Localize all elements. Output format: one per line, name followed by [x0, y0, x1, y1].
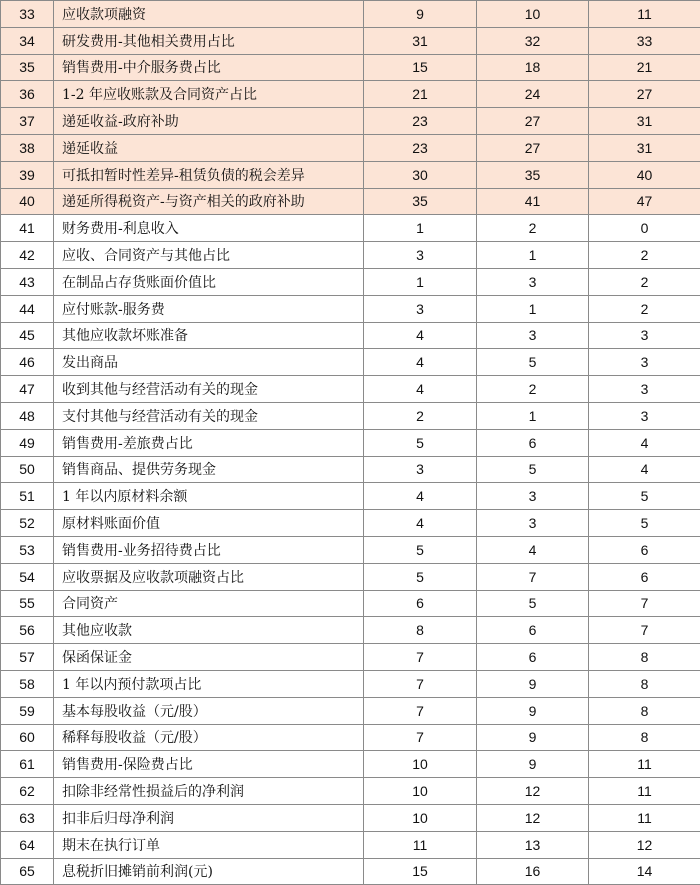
row-number-cell: 55 — [1, 590, 54, 617]
value-cell-1: 3 — [364, 295, 477, 322]
value-cell-3: 4 — [589, 456, 700, 483]
value-cell-2: 4 — [477, 536, 589, 563]
value-cell-3: 7 — [589, 590, 700, 617]
value-cell-1: 1 — [364, 268, 477, 295]
value-cell-2: 41 — [477, 188, 589, 215]
value-cell-3: 0 — [589, 215, 700, 242]
table-row — [1, 724, 700, 751]
table-row — [1, 349, 700, 376]
indicator-name-cell: 销售费用-业务招待费占比 — [54, 536, 364, 563]
table-row — [1, 563, 700, 590]
value-cell-1: 5 — [364, 536, 477, 563]
indicator-name-cell: 销售商品、提供劳务现金 — [54, 456, 364, 483]
row-number-cell: 34 — [1, 27, 54, 54]
value-cell-2: 3 — [477, 483, 589, 510]
value-cell-3: 12 — [589, 831, 700, 858]
indicator-name-cell: 应收票据及应收款项融资占比 — [54, 563, 364, 590]
value-cell-1: 35 — [364, 188, 477, 215]
indicator-name-cell: 销售费用-差旅费占比 — [54, 429, 364, 456]
value-cell-1: 2 — [364, 402, 477, 429]
value-cell-2: 5 — [477, 590, 589, 617]
value-cell-1: 11 — [364, 831, 477, 858]
row-number-cell: 64 — [1, 831, 54, 858]
indicator-name-cell: 稀释每股收益（元/股） — [54, 724, 364, 751]
value-cell-2: 27 — [477, 134, 589, 161]
table-row — [1, 697, 700, 724]
value-cell-3: 40 — [589, 161, 700, 188]
table-row — [1, 108, 700, 135]
table-row — [1, 644, 700, 671]
row-number-cell: 35 — [1, 54, 54, 81]
indicator-name-cell: 其他应收款 — [54, 617, 364, 644]
value-cell-3: 11 — [589, 804, 700, 831]
value-cell-3: 21 — [589, 54, 700, 81]
row-number-cell: 33 — [1, 1, 54, 28]
indicator-name-cell: 支付其他与经营活动有关的现金 — [54, 402, 364, 429]
value-cell-1: 4 — [364, 510, 477, 537]
table-row — [1, 134, 700, 161]
value-cell-2: 16 — [477, 858, 589, 885]
table-row — [1, 81, 700, 108]
indicator-name-cell: 合同资产 — [54, 590, 364, 617]
row-number-cell: 62 — [1, 778, 54, 805]
value-cell-1: 7 — [364, 697, 477, 724]
table-row — [1, 751, 700, 778]
value-cell-3: 3 — [589, 376, 700, 403]
row-number-cell: 59 — [1, 697, 54, 724]
indicator-name-cell: 扣非后归母净利润 — [54, 804, 364, 831]
value-cell-1: 7 — [364, 644, 477, 671]
indicator-name-cell: 1 年以内原材料余额 — [54, 483, 364, 510]
table-row — [1, 322, 700, 349]
value-cell-2: 12 — [477, 804, 589, 831]
table-row — [1, 804, 700, 831]
table-row — [1, 215, 700, 242]
value-cell-3: 3 — [589, 349, 700, 376]
table-row — [1, 242, 700, 269]
value-cell-3: 14 — [589, 858, 700, 885]
value-cell-1: 30 — [364, 161, 477, 188]
indicator-name-cell: 递延收益 — [54, 134, 364, 161]
indicator-name-cell: 在制品占存货账面价值比 — [54, 268, 364, 295]
table-row — [1, 402, 700, 429]
row-number-cell: 42 — [1, 242, 54, 269]
row-number-cell: 45 — [1, 322, 54, 349]
value-cell-2: 3 — [477, 268, 589, 295]
value-cell-3: 11 — [589, 751, 700, 778]
value-cell-1: 5 — [364, 429, 477, 456]
indicator-name-cell: 收到其他与经营活动有关的现金 — [54, 376, 364, 403]
table-row — [1, 268, 700, 295]
value-cell-3: 8 — [589, 697, 700, 724]
row-number-cell: 41 — [1, 215, 54, 242]
row-number-cell: 44 — [1, 295, 54, 322]
indicator-name-cell: 递延所得税资产-与资产相关的政府补助 — [54, 188, 364, 215]
value-cell-3: 2 — [589, 242, 700, 269]
indicator-name-cell: 基本每股收益（元/股） — [54, 697, 364, 724]
table-row — [1, 831, 700, 858]
row-number-cell: 52 — [1, 510, 54, 537]
value-cell-2: 2 — [477, 215, 589, 242]
value-cell-1: 8 — [364, 617, 477, 644]
row-number-cell: 63 — [1, 804, 54, 831]
value-cell-3: 2 — [589, 295, 700, 322]
table-row — [1, 27, 700, 54]
value-cell-1: 4 — [364, 349, 477, 376]
value-cell-2: 13 — [477, 831, 589, 858]
value-cell-1: 7 — [364, 670, 477, 697]
value-cell-3: 33 — [589, 27, 700, 54]
table-row — [1, 483, 700, 510]
table-row — [1, 858, 700, 885]
value-cell-2: 1 — [477, 295, 589, 322]
value-cell-2: 6 — [477, 617, 589, 644]
row-number-cell: 38 — [1, 134, 54, 161]
value-cell-1: 4 — [364, 322, 477, 349]
value-cell-1: 10 — [364, 751, 477, 778]
indicator-name-cell: 销售费用-保险费占比 — [54, 751, 364, 778]
row-number-cell: 60 — [1, 724, 54, 751]
value-cell-2: 6 — [477, 429, 589, 456]
value-cell-2: 2 — [477, 376, 589, 403]
row-number-cell: 58 — [1, 670, 54, 697]
row-number-cell: 57 — [1, 644, 54, 671]
value-cell-3: 8 — [589, 670, 700, 697]
row-number-cell: 56 — [1, 617, 54, 644]
value-cell-1: 3 — [364, 242, 477, 269]
row-number-cell: 36 — [1, 81, 54, 108]
value-cell-2: 3 — [477, 322, 589, 349]
value-cell-3: 3 — [589, 402, 700, 429]
row-number-cell: 43 — [1, 268, 54, 295]
indicator-name-cell: 1-2 年应收账款及合同资产占比 — [54, 81, 364, 108]
value-cell-3: 3 — [589, 322, 700, 349]
value-cell-2: 12 — [477, 778, 589, 805]
value-cell-3: 8 — [589, 724, 700, 751]
value-cell-1: 15 — [364, 54, 477, 81]
row-number-cell: 65 — [1, 858, 54, 885]
value-cell-1: 1 — [364, 215, 477, 242]
value-cell-2: 5 — [477, 349, 589, 376]
indicator-name-cell: 可抵扣暂时性差异-租赁负债的税会差异 — [54, 161, 364, 188]
table-row — [1, 536, 700, 563]
value-cell-3: 4 — [589, 429, 700, 456]
value-cell-3: 47 — [589, 188, 700, 215]
indicator-name-cell: 应付账款-服务费 — [54, 295, 364, 322]
indicator-name-cell: 期末在执行订单 — [54, 831, 364, 858]
table-row — [1, 670, 700, 697]
table-body — [1, 1, 700, 885]
value-cell-2: 9 — [477, 670, 589, 697]
row-number-cell: 49 — [1, 429, 54, 456]
value-cell-3: 11 — [589, 778, 700, 805]
indicator-name-cell: 发出商品 — [54, 349, 364, 376]
indicator-name-cell: 息税折旧摊销前利润(元) — [54, 858, 364, 885]
value-cell-3: 6 — [589, 536, 700, 563]
value-cell-2: 24 — [477, 81, 589, 108]
value-cell-1: 4 — [364, 483, 477, 510]
value-cell-2: 6 — [477, 644, 589, 671]
value-cell-1: 23 — [364, 134, 477, 161]
row-number-cell: 37 — [1, 108, 54, 135]
value-cell-3: 5 — [589, 483, 700, 510]
value-cell-2: 5 — [477, 456, 589, 483]
table-row — [1, 188, 700, 215]
value-cell-1: 5 — [364, 563, 477, 590]
value-cell-3: 27 — [589, 81, 700, 108]
value-cell-1: 6 — [364, 590, 477, 617]
row-number-cell: 40 — [1, 188, 54, 215]
value-cell-1: 23 — [364, 108, 477, 135]
value-cell-2: 27 — [477, 108, 589, 135]
row-number-cell: 50 — [1, 456, 54, 483]
table-row — [1, 510, 700, 537]
table-row — [1, 429, 700, 456]
value-cell-1: 10 — [364, 804, 477, 831]
table-row — [1, 54, 700, 81]
value-cell-3: 31 — [589, 108, 700, 135]
indicator-name-cell: 应收、合同资产与其他占比 — [54, 242, 364, 269]
table-row — [1, 295, 700, 322]
indicator-name-cell: 递延收益-政府补助 — [54, 108, 364, 135]
value-cell-2: 9 — [477, 697, 589, 724]
value-cell-3: 7 — [589, 617, 700, 644]
table-row — [1, 778, 700, 805]
table-row — [1, 376, 700, 403]
value-cell-2: 18 — [477, 54, 589, 81]
value-cell-2: 32 — [477, 27, 589, 54]
value-cell-3: 5 — [589, 510, 700, 537]
indicator-name-cell: 扣除非经常性损益后的净利润 — [54, 778, 364, 805]
row-number-cell: 53 — [1, 536, 54, 563]
value-cell-1: 10 — [364, 778, 477, 805]
row-number-cell: 48 — [1, 402, 54, 429]
value-cell-1: 15 — [364, 858, 477, 885]
table-row — [1, 617, 700, 644]
row-number-cell: 51 — [1, 483, 54, 510]
value-cell-3: 31 — [589, 134, 700, 161]
table-row — [1, 1, 700, 28]
value-cell-2: 10 — [477, 1, 589, 28]
value-cell-3: 6 — [589, 563, 700, 590]
value-cell-1: 7 — [364, 724, 477, 751]
value-cell-1: 31 — [364, 27, 477, 54]
value-cell-2: 7 — [477, 563, 589, 590]
value-cell-1: 3 — [364, 456, 477, 483]
row-number-cell: 39 — [1, 161, 54, 188]
value-cell-2: 35 — [477, 161, 589, 188]
row-number-cell: 54 — [1, 563, 54, 590]
indicator-name-cell: 原材料账面价值 — [54, 510, 364, 537]
indicator-name-cell: 其他应收款坏账准备 — [54, 322, 364, 349]
row-number-cell: 61 — [1, 751, 54, 778]
value-cell-2: 1 — [477, 402, 589, 429]
indicator-name-cell: 应收款项融资 — [54, 1, 364, 28]
indicator-name-cell: 销售费用-中介服务费占比 — [54, 54, 364, 81]
value-cell-2: 3 — [477, 510, 589, 537]
value-cell-3: 2 — [589, 268, 700, 295]
value-cell-1: 9 — [364, 1, 477, 28]
value-cell-2: 9 — [477, 751, 589, 778]
value-cell-1: 21 — [364, 81, 477, 108]
table-row — [1, 590, 700, 617]
indicator-name-cell: 研发费用-其他相关费用占比 — [54, 27, 364, 54]
value-cell-3: 8 — [589, 644, 700, 671]
row-number-cell: 47 — [1, 376, 54, 403]
indicator-name-cell: 财务费用-利息收入 — [54, 215, 364, 242]
value-cell-3: 11 — [589, 1, 700, 28]
indicator-name-cell: 保函保证金 — [54, 644, 364, 671]
value-cell-1: 4 — [364, 376, 477, 403]
table-row — [1, 456, 700, 483]
value-cell-2: 9 — [477, 724, 589, 751]
indicator-name-cell: 1 年以内预付款项占比 — [54, 670, 364, 697]
table-row — [1, 161, 700, 188]
row-number-cell: 46 — [1, 349, 54, 376]
value-cell-2: 1 — [477, 242, 589, 269]
